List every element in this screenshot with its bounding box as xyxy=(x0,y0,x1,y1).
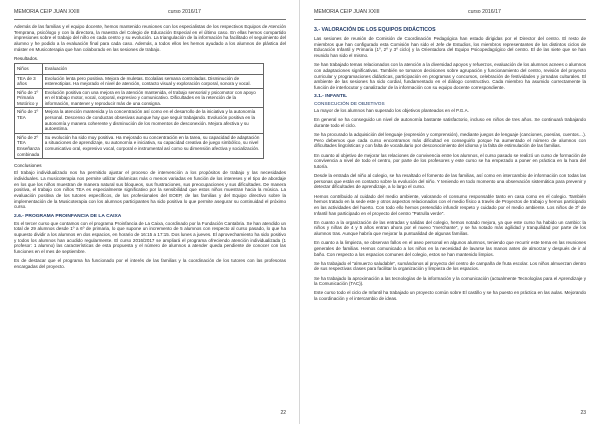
table-cell-student: TEA de 3 años xyxy=(15,74,43,88)
table-header-children: Niños xyxy=(15,63,43,74)
header-course: curso 2016/17 xyxy=(168,9,201,15)
conclusions-paragraph: El trabajo individualizado nos ha permitido ajustar el proceso de intervención a los propósitos de trabajo y las necesidades individuales. La musicoterapia nos permite utilizar dinámicas más o menos variadas en función de los intereses y el tipo de abordaje en los que los niños muestran de manera natural sus bloqueos, sus frustraciones, sus preocupaciones y sus dificultades. De manera positiva, el trabajo con niños TEA es especialmente significativo por la sensibilidad que estos niños muestran hacia la música. La evaluación positiva de los tutores específicos, de los profesionales del EOEP, de las familias y del Equipo directivo sobre la implementación de la Musicoterapia con los alumnos participantes ha sido positiva lo que permite asegurar su continuidad el próximo curso. xyxy=(14,170,286,210)
paragraph: En general se ha conseguido un nivel de autonomía bastante satisfactorio, incluso en niños de tres años. Se continuará trabajando durante todo el ciclo. xyxy=(314,117,586,128)
header-school-name: MEMORIA CEIP JUAN XXIII xyxy=(14,9,80,15)
paragraph: Se ha trabajado la aproximación a las tecnologías de la información y la comunicación (actualmente Tecnologías para el Aprendizaje y la Comunicación (TAC)). xyxy=(314,275,586,287)
table-cell-evaluation: Evolución positiva con una mejora en la atención mantenida, el trabajo sensorial y psicomotor con apoyo en el trabajo motor, vocal, corporal, expresivo y comunicativo. Dificultades en la retención de la información, mantener y reproducir más de una consigna. xyxy=(42,88,263,108)
paragraph: Las sesiones de reunión de Comisión de Coordinación Pedagógica han estado dirigidas por el Director del centro. El resto de miembros que han configurado esta Comisión han sido el Jefe de Estudios, los miembros representantes de los distintos ciclos de Educación Infantil y Primaria (1º, 2º y 3º ciclo) y la Orientadora del Equipo Psicopedagógico del centro. El de las siete que se han reunido han sido el mismo. xyxy=(314,36,586,59)
table-row xyxy=(15,74,264,88)
table-row xyxy=(15,88,264,108)
section-heading-valoracion: 3.- VALORACIÓN DE LOS EQUIPOS DIDÁCTICOS xyxy=(314,27,436,33)
table-row xyxy=(15,108,264,133)
results-table xyxy=(14,63,264,159)
page-number: 23 xyxy=(580,410,586,416)
table-cell-evaluation: Su evolución ha sido muy positiva. Ha mejorado su concentración en la tarea, su capacidad de adaptación a situaciones de aprendizaje, su autonomía e iniciativa, su capacidad creativa de juego simbólico, su nivel comunicativo oral, expresivo vocal, corporal e instrumental así como su dimensión afectiva y socialización. xyxy=(42,133,263,158)
section-heading-proinfancia: 2.6.- PROGRAMA PROINFANCIA DE LA CAIXA xyxy=(14,213,122,219)
page-header xyxy=(314,9,586,20)
table-cell-student: Niño de 2º TEA Enseñanza combinada xyxy=(15,133,43,158)
paragraph: Este curso todo el ciclo de Infantil ha trabajado un proyecto común sobre El castillo y se ha puesto en práctica en las aulas. Mejorando la coordinación y el intercambio de ideas. xyxy=(314,290,586,301)
paragraph: Se han trabajado temas relacionados con la atención a la diversidad apoyos y refuerzos, evaluación de los alumnos acnees o alumnos con adaptaciones significativas. También se tomaron decisiones sobre agrupación y funcionamiento del centro, revisión del proyecto curricular y programaciones didácticas, participación en programas y concursos, celebración de festividades y jornadas culturales. El ambiente de las sesiones ha sido cordial, fundamentado en el diálogo constructivo. Cada miembro ha asumido correctamente la función de interlocutor y canalizador de la información con su equipo docente correspondiente. xyxy=(314,62,586,91)
header-school-name: MEMORIA CEIP JUAN XXIII xyxy=(314,9,380,15)
conclusions-label: Conclusiones xyxy=(14,163,42,169)
intro-paragraph: Además de las familias y el equipo docente, hemos mantenido reuniones con los especialistas de los respectivos Equipos de Atención Temprana, psicólogo y con la directora, la maestra del Colegio de Educación Especial en el último caso. En ellas hemos compartido impresiones sobre el trabajo del niño en cada centro y su evolución. La triangulación de la información ha facilitado el seguimiento del alumno y he podido a la evaluación final para cada caso. Además, a todos ellos les hemos ayudado a los alumnos de plástica del máster en Musicoterapia que han colaborado en las sesiones de trabajo. xyxy=(14,24,286,52)
table-cell-student: Niño de 1º Primaria Motórico y xyxy=(15,88,43,108)
paragraph: En cuanto a la limpieza, se observan fallos en el aseo personal en algunos alumnos, teniendo que recurrir este tema en las reuniones generales de familias. Hemos comunicado a los niños en la necesidad de lavarse las manos antes de almorzar y después de ir al baño. Con respecto a los espacios comunes del colegio, estos se han mantenido limpios. xyxy=(314,240,586,257)
page-header xyxy=(14,9,286,20)
table-cell-student: Niño de 1º TEA xyxy=(15,108,43,133)
subsection-heading-objetivos: CONSECUCIÓN DE OBJETIVOS xyxy=(314,101,385,107)
results-label: Resultados. xyxy=(14,55,39,61)
paragraph: Se ha procurado la adquisición del lenguaje (expresión y comprensión), mediante juegos de lenguaje (canciones, poesías, cuentos…). Pero debemos que cada curso encontramos más dificultad en conseguirlo porque ha aumentado el número de alumnos con dificultades lingüísticas y con falta de vocabulario por desconocimiento del idioma y la falta de estimulación de las familias. xyxy=(314,132,586,149)
proinfancia-paragraph-2: Es de destacar que el programa ha funcionado por el interés de las familias y la coordinación de los tutores con las profesoras encargadas del proyecto. xyxy=(14,258,286,269)
left-page-content xyxy=(14,24,286,273)
subsection-heading-infantil: 3.1.- INFANTIL xyxy=(314,94,348,100)
table-header-row xyxy=(15,63,264,74)
paragraph: Desde la entrada del niño al colegio, se ha resaltado el fomento de las familias, así como en intercambio de información con todas las personas que están en contacto sobre la evolución del niño. Y teniendo en todo momento una observación sistemática para prevenir y detectar dificultades de aprendizaje, a lo largo el curso. xyxy=(314,173,586,190)
page-number: 22 xyxy=(280,410,286,416)
right-page xyxy=(300,0,600,424)
paragraph: La mayor de los alumnos han superado los objetivos planteados en el P.G.A. xyxy=(314,108,469,114)
paragraph: Se ha trabajado el "almuerzo saludable", sumándonos al proyecto del centro de campaña de fruta escolar. Los niños almuerzan dentro de sus respectivas clases para facilitar la organización y limpieza de los espacios. xyxy=(314,260,586,272)
table-row xyxy=(15,133,264,158)
header-course: curso 2016/17 xyxy=(468,9,501,15)
table-cell-evaluation: Mejora la atención mantenida y la concentración así como en el desarrollo de la iniciativa y la autonomía personal. Descenso de conductas obsesivas aunque hay que seguir trabajando. Evolución positiva en la autonomía y manera coherente y disminución de los momentos de desconexión. Mejora afectiva y su autoestima. xyxy=(42,108,263,133)
right-page-content xyxy=(314,24,586,305)
paragraph: Hemos contribuido al cuidado del medio ambiente, valorando el consumo responsable tanto en casa como en el colegio. También hemos tratado en la sede este y otros aspectos relacionados con el medio físico a través de Proyectos de trabajo y hemos participado en las actividades del huerto. Con todo ello hemos pretendido infundir respeto y cuidado por el medio ambiente. Los niños de 3º de Infantil han participado en el proyecto del centro "Patrulla verde". xyxy=(314,193,586,216)
paragraph: En cuanto a la organización de las entradas y salidas del colegio, hemos notado mejora, ya que este curso ha habido un cambio: la niños y niñas de 4 y 5 años entran ahora por el nuevo "merchante", y se ha notado más agilidad y tranquilidad por parte de los alumnos tras. Aunque habría que mejorar la puntualidad de algunas familias. xyxy=(314,219,586,237)
proinfancia-paragraph-1: Es el tercer curso que contamos con el programa Proinfancia de La Caixa, coordinado por la Fundación Cantabria. Se han atendido un total de 29 alumnos desde 1º a 6º de primaria, lo que supone un incremento de 5 alumnos con respecto al curso pasado, lo que ha supuesto dividir a los alumnos en dos espacios, en horario de 16:15 a 17:15. Dos lunes a jueves. El aprovechamiento ha sido positivo y todos los alumnos han acudido regularmente. El curso 2016/2017 se ampliará el programa ofreciendo atención individualizada (1 profesor: 1 alumno) las características de esta propuesta y el número de alumnos a atender queda pendiente de conocer con las funciones en el mes de septiembre. xyxy=(14,220,286,255)
paragraph: En cuanto al objetivo de mejorar las relaciones de convivencia entre los alumnos, el curso pasado se realizó un curso de formación de convivencia a nivel de todo el centro, por parte de los profesores y este curso se ha empezado a poner en práctica en la hora del tutoría. xyxy=(314,152,586,169)
table-header-evaluation: Evaluación xyxy=(42,63,263,74)
table-cell-evaluation: Evolución lenta pero positiva. Mejora de muletas. Ecolalias semana controladas. Disminución de estereotipias. Ha mejorado el nivel de atención, contacto visual y exploración corporal, sonora y vocal. xyxy=(42,74,263,88)
